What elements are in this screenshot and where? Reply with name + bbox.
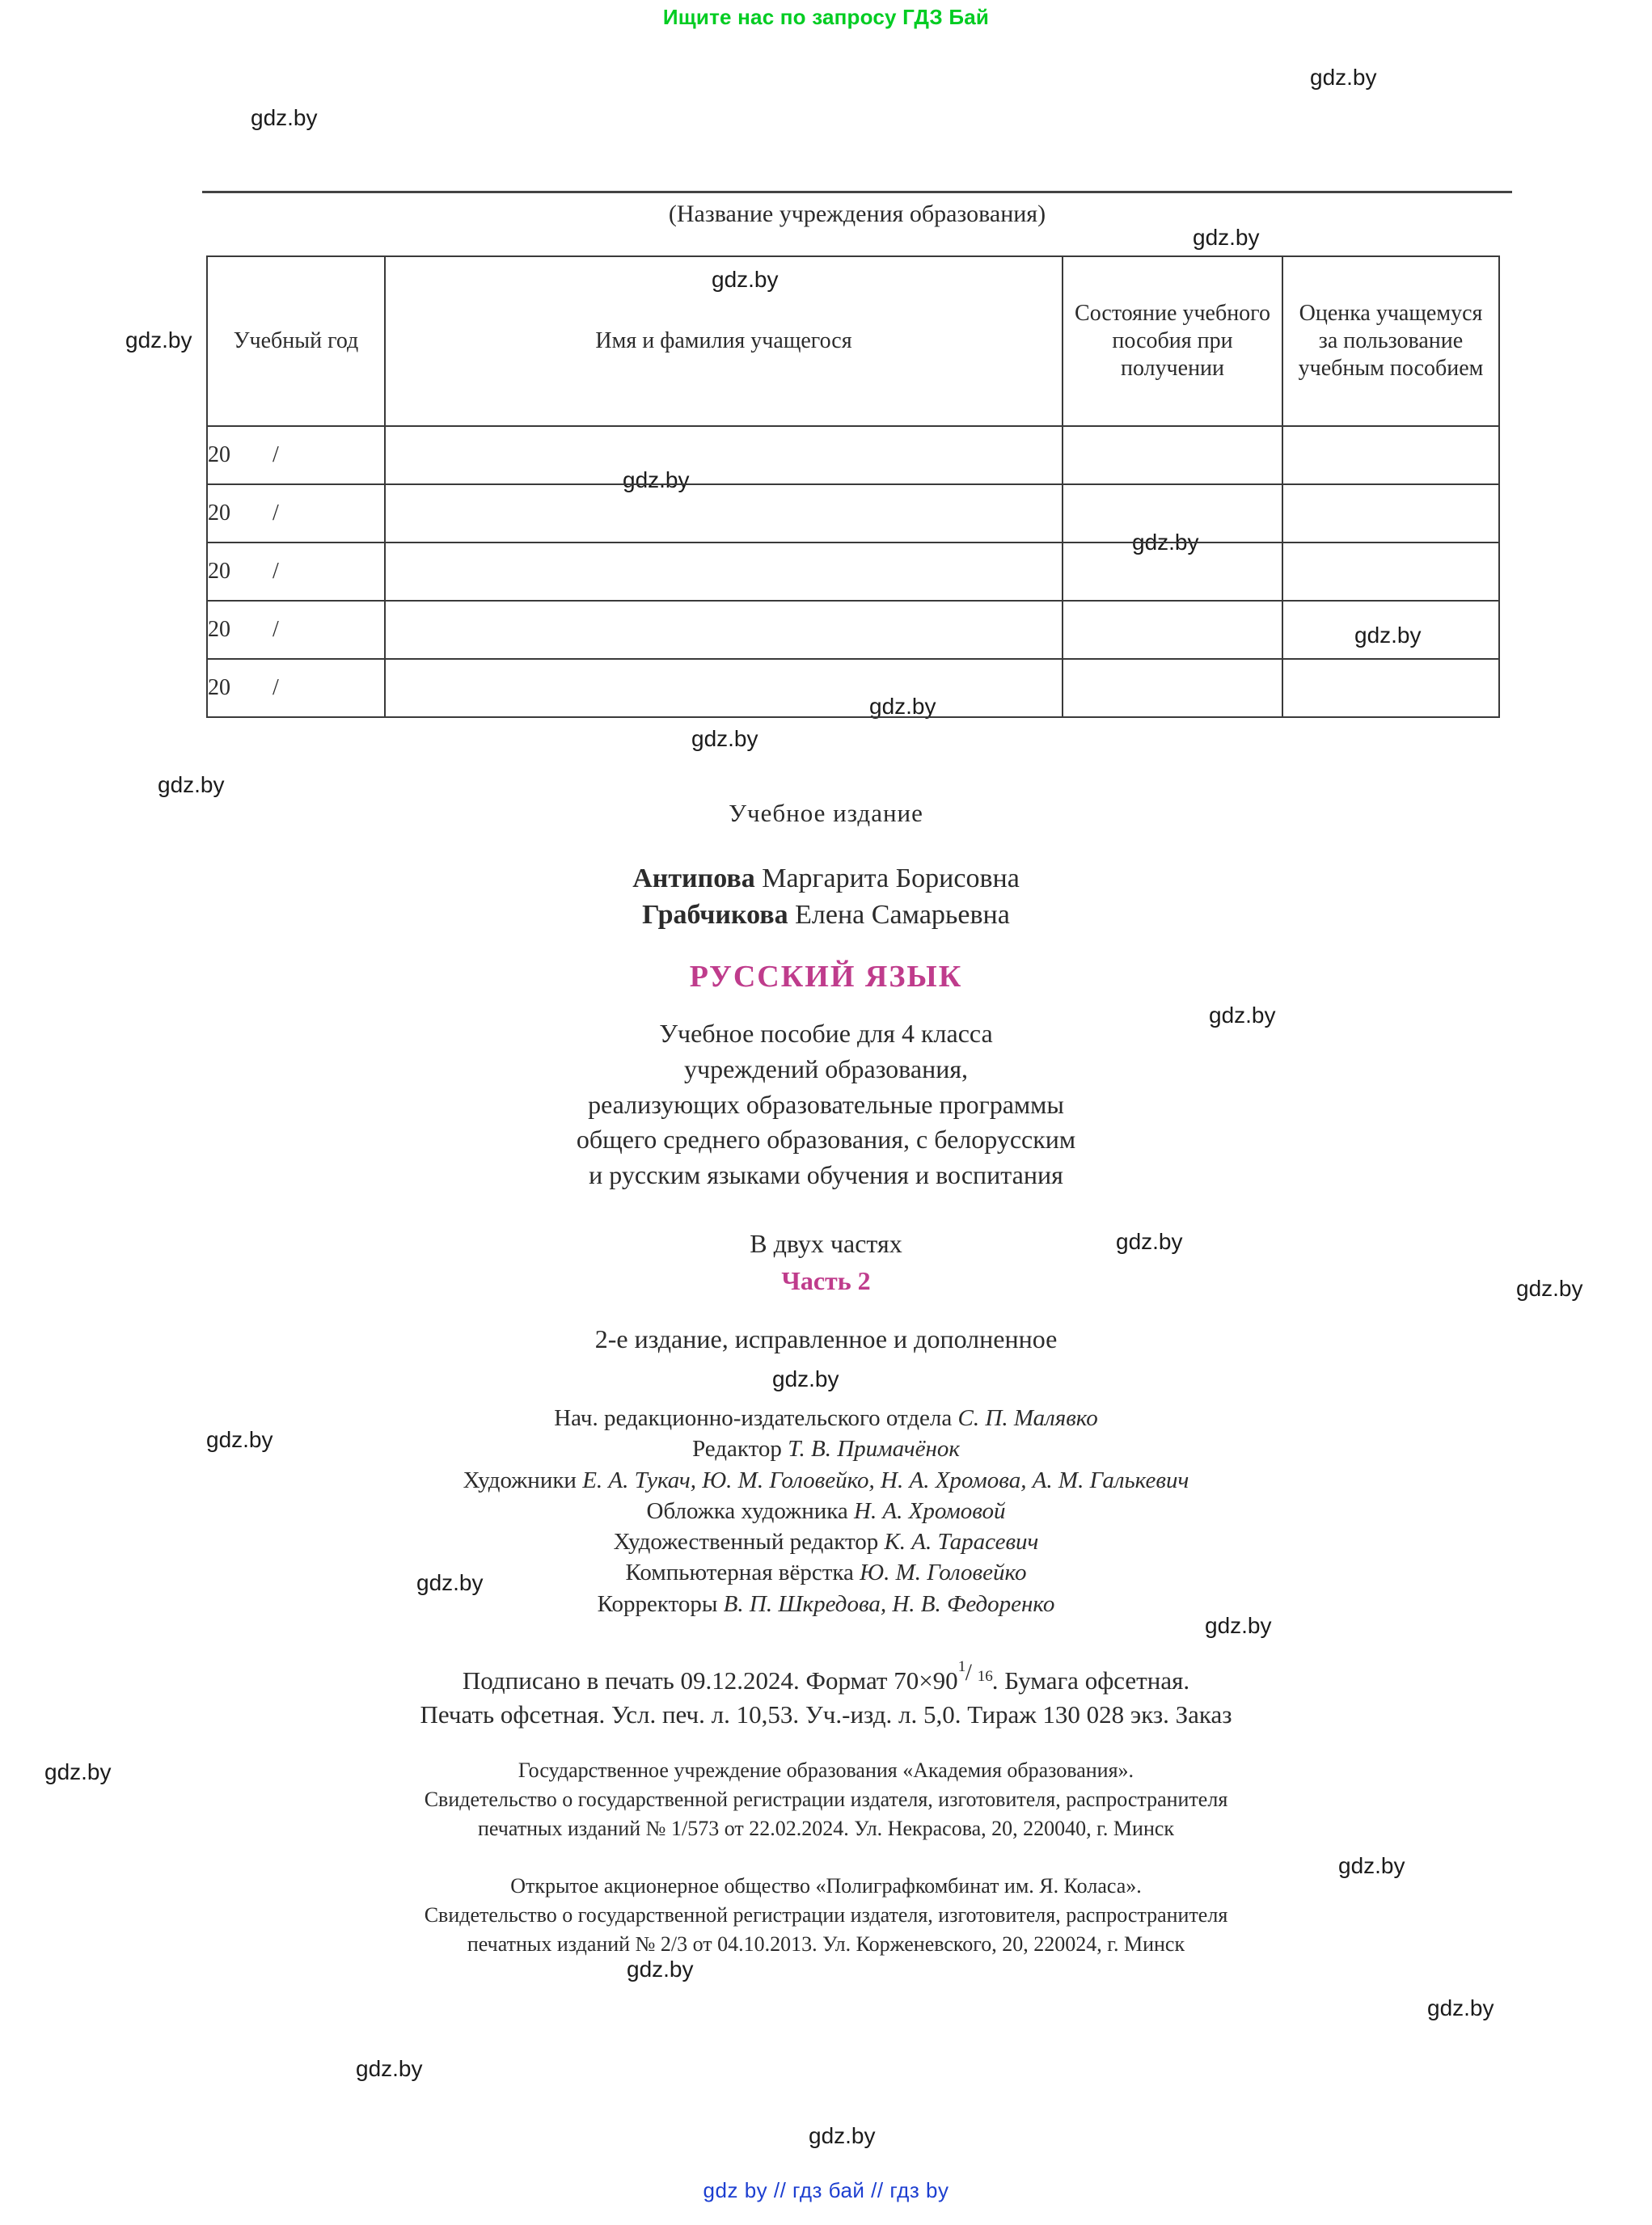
fraction-numerator: 1 (957, 1657, 966, 1675)
cell-grade[interactable] (1282, 484, 1499, 543)
institution-rule (202, 191, 1512, 193)
watermark-label: gdz.by (869, 694, 936, 719)
credit-person: Ю. М. Головейко (860, 1560, 1027, 1586)
credit-role: Редактор (692, 1436, 788, 1463)
cell-book-state[interactable] (1063, 601, 1282, 659)
parts-line: В двух частях (750, 1229, 902, 1258)
cell-grade[interactable] (1282, 543, 1499, 601)
credit-role: Художественный редактор (613, 1529, 885, 1556)
year-prefix: 20 (208, 616, 230, 642)
watermark-label: gdz.by (1516, 1276, 1583, 1301)
author-given: Елена Самарьевна (795, 900, 1010, 931)
cell-book-state[interactable] (1063, 484, 1282, 543)
cell-year[interactable] (207, 426, 385, 484)
subtitle-line: учреждений образования, (683, 1053, 969, 1083)
credit-role: Корректоры (597, 1590, 724, 1617)
part-number: Часть 2 (781, 1266, 871, 1295)
credit-line (0, 1589, 1652, 1619)
publisher-block-academy (0, 1756, 1652, 1843)
author-line (0, 860, 1652, 897)
column-header-name: Имя и фамилия учащегося (385, 256, 1063, 426)
cell-student-name[interactable] (385, 659, 1063, 717)
publisher-name: Государственное учреждение образования «Академия образования». (518, 1758, 1134, 1782)
watermark-label: gdz.by (691, 726, 758, 751)
cell-student-name[interactable] (385, 601, 1063, 659)
year-slash: / (273, 616, 279, 642)
publisher-registration: Свидетельство о государственной регистрации издателя, изготовителя, распространителя (424, 1787, 1228, 1811)
watermark-label: gdz.by (1310, 65, 1377, 90)
year-prefix: 20 (208, 500, 230, 526)
author-surname: Грабчикова (642, 900, 788, 931)
print-info (0, 1657, 1652, 1732)
credit-line (0, 1465, 1652, 1496)
credit-line (0, 1496, 1652, 1526)
cell-student-name[interactable] (385, 426, 1063, 484)
credits-block (0, 1403, 1652, 1619)
print-info-line-1 (0, 1657, 1652, 1698)
credit-role: Обложка художника (646, 1497, 854, 1524)
format-fraction (957, 1657, 993, 1689)
author-line (0, 897, 1652, 933)
watermark-label: gdz.by (44, 1759, 112, 1784)
author-given: Маргарита Борисовна (762, 863, 1020, 893)
edition-note: 2-е издание, исправленное и дополненное (594, 1324, 1058, 1353)
table-row (207, 426, 1499, 484)
cell-book-state[interactable] (1063, 543, 1282, 601)
credit-role: Художники (463, 1467, 583, 1493)
watermark-label: gdz.by (251, 105, 318, 130)
book-title: РУССКИЙ ЯЗЫК (689, 960, 963, 994)
watermark-label: gdz.by (1205, 1613, 1272, 1638)
watermark-label: gdz.by (206, 1427, 273, 1452)
author-list (0, 860, 1652, 933)
edition-kind: Учебное издание (729, 799, 923, 827)
cell-grade[interactable] (1282, 601, 1499, 659)
print-info-text-a: Подписано в печать 09.12.2024. Формат 70×90 (462, 1666, 958, 1695)
table-row (207, 601, 1499, 659)
cell-grade[interactable] (1282, 426, 1499, 484)
promo-banner: Ищите нас по запросу ГДЗ Бай (662, 5, 990, 29)
watermark-label: gdz.by (1193, 225, 1260, 250)
credit-role: Нач. редакционно-издательского отдела (554, 1405, 958, 1431)
credit-line (0, 1403, 1652, 1433)
subtitle-line: Учебное пособие для 4 класса (659, 1019, 993, 1048)
watermark-label: gdz.by (1116, 1229, 1183, 1254)
cell-student-name[interactable] (385, 484, 1063, 543)
institution-label: (Название учреждения образования) (668, 201, 1046, 227)
watermark-label: gdz.by (158, 772, 225, 797)
table-row (207, 659, 1499, 717)
publisher-address: печатных изданий № 2/3 от 04.10.2013. Ул. Корженевского, 20, 220024, г. Минск (467, 1932, 1185, 1956)
textbook-record-table (206, 255, 1500, 718)
watermark-label: gdz.by (125, 327, 192, 353)
author-surname: Антипова (632, 863, 755, 893)
credit-person: С. П. Малявко (957, 1405, 1098, 1431)
cell-student-name[interactable] (385, 543, 1063, 601)
watermark-label: gdz.by (712, 267, 779, 292)
book-subtitle (0, 1016, 1652, 1193)
watermark-label: gdz.by (1338, 1853, 1405, 1878)
credit-line (0, 1557, 1652, 1588)
publisher-address: печатных изданий № 1/573 от 22.02.2024. Ул. Некрасова, 20, 220040, г. Минск (477, 1816, 1175, 1840)
cell-year[interactable] (207, 484, 385, 543)
credit-line (0, 1433, 1652, 1464)
year-slash: / (273, 674, 279, 700)
watermark-label: gdz.by (356, 2056, 423, 2081)
year-prefix: 20 (208, 674, 230, 700)
watermark-label: gdz.by (416, 1570, 484, 1595)
table-row (207, 543, 1499, 601)
cell-year[interactable] (207, 601, 385, 659)
column-header-state: Состояние учебного пособия при получении (1063, 256, 1282, 426)
column-header-year: Учебный год (207, 256, 385, 426)
cell-book-state[interactable] (1063, 659, 1282, 717)
credit-person: Н. А. Хромовой (854, 1497, 1006, 1524)
credit-person: Т. В. Примачёнок (788, 1436, 960, 1463)
watermark-label: gdz.by (1132, 530, 1199, 555)
credit-role: Компьютерная вёрстка (625, 1560, 860, 1586)
site-footer: gdz by // гдз бай // гдз by (703, 2178, 949, 2202)
publisher-block-printing-house (0, 1872, 1652, 1959)
table-body (207, 426, 1499, 717)
watermark-label: gdz.by (1354, 623, 1422, 648)
column-header-grade: Оценка учащемуся за пользование учебным пособием (1282, 256, 1499, 426)
credit-line (0, 1526, 1652, 1557)
table-header (207, 256, 1499, 426)
year-prefix: 20 (208, 558, 230, 584)
credit-person: Е. А. Тукач, Ю. М. Головейко, Н. А. Хромова, А. М. Галькевич (582, 1467, 1189, 1493)
watermark-label: gdz.by (623, 467, 690, 492)
credit-person: К. А. Тарасевич (884, 1529, 1039, 1556)
watermark-label: gdz.by (809, 2123, 876, 2148)
fraction-denominator: 16 (977, 1668, 993, 1686)
subtitle-line: общего среднего образования, с белорусским (576, 1125, 1076, 1155)
fraction-bar: / (965, 1660, 972, 1687)
year-slash: / (273, 558, 279, 584)
year-slash: / (273, 441, 279, 467)
table-header-row (207, 256, 1499, 426)
table-row (207, 484, 1499, 543)
publisher-name: Открытое акционерное общество «Полиграфкомбинат им. Я. Коласа». (510, 1874, 1142, 1898)
cell-year[interactable] (207, 543, 385, 601)
print-info-text-b: . Бумага офсетная. (991, 1666, 1190, 1695)
year-slash: / (273, 500, 279, 526)
cell-grade[interactable] (1282, 659, 1499, 717)
cell-year[interactable] (207, 659, 385, 717)
watermark-label: gdz.by (772, 1366, 839, 1391)
watermark-label: gdz.by (1209, 1003, 1276, 1028)
credit-person: В. П. Шкредова, Н. В. Федоренко (723, 1590, 1055, 1617)
year-prefix: 20 (208, 441, 230, 467)
print-info-line-2: Печать офсетная. Усл. печ. л. 10,53. Уч.-изд. л. 5,0. Тираж 130 028 экз. Заказ (420, 1700, 1232, 1729)
publisher-registration: Свидетельство о государственной регистрации издателя, изготовителя, распространителя (424, 1902, 1228, 1927)
watermark-label: gdz.by (627, 1957, 694, 1982)
watermark-label: gdz.by (1427, 1995, 1494, 2020)
cell-book-state[interactable] (1063, 426, 1282, 484)
subtitle-line: реализующих образовательные программы (588, 1089, 1064, 1119)
subtitle-line: и русским языками обучения и воспитания (589, 1160, 1063, 1190)
